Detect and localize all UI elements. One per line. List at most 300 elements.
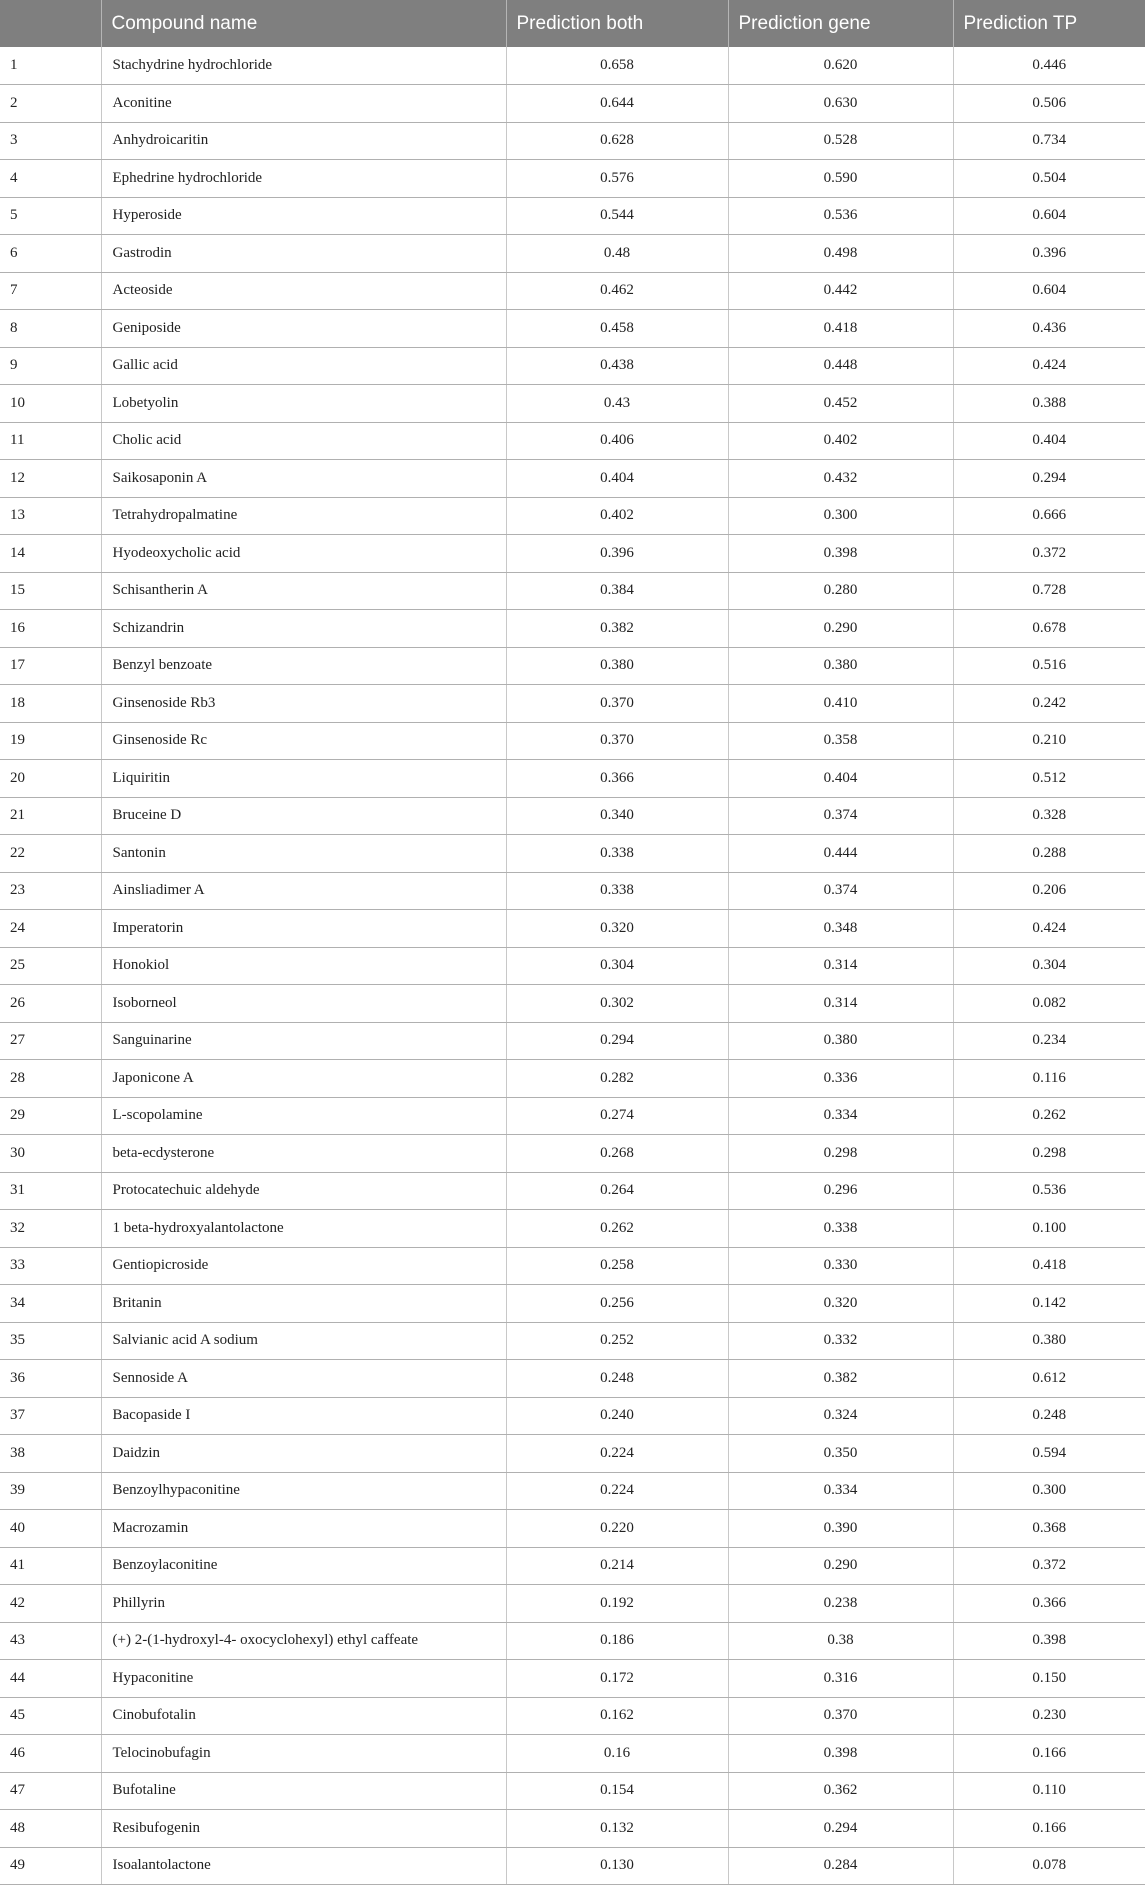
prediction-both-cell: 0.406 [506, 422, 728, 460]
compound-name-cell: Hyodeoxycholic acid [101, 535, 506, 573]
table-row [0, 1510, 1145, 1548]
row-index-cell: 7 [0, 272, 101, 310]
row-index-cell: 38 [0, 1435, 101, 1473]
header-prediction-both: Prediction both [506, 0, 728, 47]
row-index-cell: 14 [0, 535, 101, 573]
prediction-gene-cell: 0.390 [728, 1510, 953, 1548]
row-index-cell: 2 [0, 85, 101, 123]
row-index-cell: 15 [0, 572, 101, 610]
table-row [0, 122, 1145, 160]
prediction-gene-cell: 0.448 [728, 347, 953, 385]
compound-name-cell: Macrozamin [101, 1510, 506, 1548]
prediction-tp-cell: 0.418 [953, 1247, 1145, 1285]
prediction-gene-cell: 0.498 [728, 235, 953, 273]
row-index-cell: 31 [0, 1172, 101, 1210]
compound-name-cell: Gallic acid [101, 347, 506, 385]
prediction-both-cell: 0.162 [506, 1697, 728, 1735]
compound-name-cell: Acteoside [101, 272, 506, 310]
prediction-gene-cell: 0.370 [728, 1697, 953, 1735]
prediction-tp-cell: 0.230 [953, 1697, 1145, 1735]
prediction-gene-cell: 0.432 [728, 460, 953, 498]
row-index-cell: 35 [0, 1322, 101, 1360]
prediction-tp-cell: 0.366 [953, 1585, 1145, 1623]
prediction-both-cell: 0.404 [506, 460, 728, 498]
compound-name-cell: Benzyl benzoate [101, 647, 506, 685]
prediction-tp-cell: 0.536 [953, 1172, 1145, 1210]
row-index-cell: 21 [0, 797, 101, 835]
prediction-both-cell: 0.338 [506, 835, 728, 873]
prediction-gene-cell: 0.380 [728, 1022, 953, 1060]
prediction-tp-cell: 0.298 [953, 1135, 1145, 1173]
prediction-tp-cell: 0.078 [953, 1847, 1145, 1885]
table-row [0, 610, 1145, 648]
table-row [0, 1660, 1145, 1698]
prediction-both-cell: 0.16 [506, 1735, 728, 1773]
prediction-gene-cell: 0.410 [728, 685, 953, 723]
table-row [0, 1172, 1145, 1210]
compound-name-cell: Protocatechuic aldehyde [101, 1172, 506, 1210]
table-row [0, 347, 1145, 385]
prediction-tp-cell: 0.446 [953, 47, 1145, 85]
compound-name-cell: Gentiopicroside [101, 1247, 506, 1285]
row-index-cell: 23 [0, 872, 101, 910]
prediction-both-cell: 0.258 [506, 1247, 728, 1285]
prediction-both-cell: 0.262 [506, 1210, 728, 1248]
table-row [0, 1585, 1145, 1623]
prediction-tp-cell: 0.110 [953, 1772, 1145, 1810]
prediction-tp-cell: 0.678 [953, 610, 1145, 648]
row-index-cell: 5 [0, 197, 101, 235]
prediction-both-cell: 0.172 [506, 1660, 728, 1698]
prediction-both-cell: 0.264 [506, 1172, 728, 1210]
prediction-gene-cell: 0.320 [728, 1285, 953, 1323]
prediction-both-cell: 0.192 [506, 1585, 728, 1623]
prediction-tp-cell: 0.328 [953, 797, 1145, 835]
compound-name-cell: Benzoylhypaconitine [101, 1472, 506, 1510]
compound-name-cell: Daidzin [101, 1435, 506, 1473]
prediction-both-cell: 0.294 [506, 1022, 728, 1060]
table-row [0, 685, 1145, 723]
prediction-gene-cell: 0.280 [728, 572, 953, 610]
table-row [0, 1397, 1145, 1435]
prediction-gene-cell: 0.290 [728, 610, 953, 648]
prediction-tp-cell: 0.116 [953, 1060, 1145, 1098]
compound-name-cell: Benzoylaconitine [101, 1547, 506, 1585]
prediction-gene-cell: 0.314 [728, 947, 953, 985]
table-row [0, 497, 1145, 535]
compound-name-cell: Salvianic acid A sodium [101, 1322, 506, 1360]
prediction-both-cell: 0.132 [506, 1810, 728, 1848]
table-row [0, 1322, 1145, 1360]
prediction-gene-cell: 0.404 [728, 760, 953, 798]
prediction-both-cell: 0.320 [506, 910, 728, 948]
table-row [0, 385, 1145, 423]
prediction-gene-cell: 0.444 [728, 835, 953, 873]
prediction-tp-cell: 0.504 [953, 160, 1145, 198]
table-row [0, 235, 1145, 273]
row-index-cell: 17 [0, 647, 101, 685]
compound-name-cell: Cinobufotalin [101, 1697, 506, 1735]
row-index-cell: 26 [0, 985, 101, 1023]
table-row [0, 1210, 1145, 1248]
row-index-cell: 13 [0, 497, 101, 535]
compound-name-cell: Bufotaline [101, 1772, 506, 1810]
row-index-cell: 37 [0, 1397, 101, 1435]
prediction-tp-cell: 0.294 [953, 460, 1145, 498]
prediction-tp-cell: 0.396 [953, 235, 1145, 273]
compound-name-cell: Santonin [101, 835, 506, 873]
row-index-cell: 39 [0, 1472, 101, 1510]
header-index [0, 0, 101, 47]
table-row [0, 460, 1145, 498]
prediction-both-cell: 0.462 [506, 272, 728, 310]
prediction-tp-cell: 0.666 [953, 497, 1145, 535]
row-index-cell: 3 [0, 122, 101, 160]
prediction-tp-cell: 0.248 [953, 1397, 1145, 1435]
compound-name-cell: L-scopolamine [101, 1097, 506, 1135]
table-row [0, 272, 1145, 310]
table-row [0, 1360, 1145, 1398]
prediction-tp-cell: 0.398 [953, 1622, 1145, 1660]
compound-name-cell: Hypaconitine [101, 1660, 506, 1698]
prediction-tp-cell: 0.372 [953, 1547, 1145, 1585]
row-index-cell: 6 [0, 235, 101, 273]
prediction-both-cell: 0.380 [506, 647, 728, 685]
prediction-both-cell: 0.576 [506, 160, 728, 198]
table-row [0, 985, 1145, 1023]
prediction-tp-cell: 0.100 [953, 1210, 1145, 1248]
prediction-tp-cell: 0.166 [953, 1735, 1145, 1773]
prediction-both-cell: 0.274 [506, 1097, 728, 1135]
compound-name-cell: Schisantherin A [101, 572, 506, 610]
prediction-gene-cell: 0.238 [728, 1585, 953, 1623]
prediction-both-cell: 0.382 [506, 610, 728, 648]
prediction-both-cell: 0.366 [506, 760, 728, 798]
table-row [0, 197, 1145, 235]
row-index-cell: 11 [0, 422, 101, 460]
prediction-both-cell: 0.628 [506, 122, 728, 160]
compound-name-cell: 1 beta-hydroxyalantolactone [101, 1210, 506, 1248]
table-row [0, 1810, 1145, 1848]
prediction-tp-cell: 0.368 [953, 1510, 1145, 1548]
table-row [0, 797, 1145, 835]
table-row [0, 1622, 1145, 1660]
prediction-both-cell: 0.340 [506, 797, 728, 835]
prediction-tp-cell: 0.210 [953, 722, 1145, 760]
compound-name-cell: Resibufogenin [101, 1810, 506, 1848]
prediction-tp-cell: 0.262 [953, 1097, 1145, 1135]
compound-name-cell: (+) 2-(1-hydroxyl-4- oxocyclohexyl) ethyl caffeate [101, 1622, 506, 1660]
row-index-cell: 49 [0, 1847, 101, 1885]
row-index-cell: 44 [0, 1660, 101, 1698]
compound-name-cell: Japonicone A [101, 1060, 506, 1098]
compound-name-cell: Isoborneol [101, 985, 506, 1023]
row-index-cell: 9 [0, 347, 101, 385]
prediction-tp-cell: 0.166 [953, 1810, 1145, 1848]
prediction-both-cell: 0.458 [506, 310, 728, 348]
table-row [0, 872, 1145, 910]
prediction-gene-cell: 0.330 [728, 1247, 953, 1285]
prediction-both-cell: 0.302 [506, 985, 728, 1023]
prediction-both-cell: 0.402 [506, 497, 728, 535]
table-header [0, 0, 1145, 47]
header-compound-name: Compound name [101, 0, 506, 47]
table-row [0, 535, 1145, 573]
prediction-gene-cell: 0.298 [728, 1135, 953, 1173]
table-row [0, 910, 1145, 948]
row-index-cell: 25 [0, 947, 101, 985]
row-index-cell: 32 [0, 1210, 101, 1248]
compound-name-cell: Anhydroicaritin [101, 122, 506, 160]
table-row [0, 1247, 1145, 1285]
row-index-cell: 47 [0, 1772, 101, 1810]
prediction-tp-cell: 0.604 [953, 272, 1145, 310]
prediction-both-cell: 0.220 [506, 1510, 728, 1548]
prediction-both-cell: 0.544 [506, 197, 728, 235]
prediction-tp-cell: 0.304 [953, 947, 1145, 985]
table-row [0, 1285, 1145, 1323]
row-index-cell: 33 [0, 1247, 101, 1285]
prediction-both-cell: 0.154 [506, 1772, 728, 1810]
table-row [0, 1847, 1145, 1885]
prediction-tp-cell: 0.424 [953, 347, 1145, 385]
prediction-both-cell: 0.304 [506, 947, 728, 985]
prediction-tp-cell: 0.206 [953, 872, 1145, 910]
prediction-tp-cell: 0.242 [953, 685, 1145, 723]
compound-name-cell: Schizandrin [101, 610, 506, 648]
table-row [0, 722, 1145, 760]
prediction-tp-cell: 0.142 [953, 1285, 1145, 1323]
prediction-tp-cell: 0.728 [953, 572, 1145, 610]
table-row [0, 1697, 1145, 1735]
row-index-cell: 41 [0, 1547, 101, 1585]
prediction-gene-cell: 0.382 [728, 1360, 953, 1398]
prediction-both-cell: 0.130 [506, 1847, 728, 1885]
prediction-both-cell: 0.224 [506, 1435, 728, 1473]
row-index-cell: 34 [0, 1285, 101, 1323]
prediction-gene-cell: 0.332 [728, 1322, 953, 1360]
table-row [0, 1472, 1145, 1510]
prediction-both-cell: 0.224 [506, 1472, 728, 1510]
prediction-tp-cell: 0.300 [953, 1472, 1145, 1510]
row-index-cell: 43 [0, 1622, 101, 1660]
prediction-gene-cell: 0.536 [728, 197, 953, 235]
row-index-cell: 40 [0, 1510, 101, 1548]
row-index-cell: 24 [0, 910, 101, 948]
prediction-tp-cell: 0.612 [953, 1360, 1145, 1398]
compound-name-cell: Telocinobufagin [101, 1735, 506, 1773]
prediction-gene-cell: 0.590 [728, 160, 953, 198]
row-index-cell: 22 [0, 835, 101, 873]
prediction-tp-cell: 0.594 [953, 1435, 1145, 1473]
prediction-tp-cell: 0.380 [953, 1322, 1145, 1360]
prediction-gene-cell: 0.348 [728, 910, 953, 948]
prediction-both-cell: 0.384 [506, 572, 728, 610]
table-row [0, 760, 1145, 798]
prediction-both-cell: 0.186 [506, 1622, 728, 1660]
prediction-gene-cell: 0.324 [728, 1397, 953, 1435]
compound-name-cell: Geniposide [101, 310, 506, 348]
prediction-both-cell: 0.438 [506, 347, 728, 385]
prediction-both-cell: 0.43 [506, 385, 728, 423]
prediction-gene-cell: 0.398 [728, 535, 953, 573]
prediction-both-cell: 0.644 [506, 85, 728, 123]
prediction-tp-cell: 0.082 [953, 985, 1145, 1023]
prediction-tp-cell: 0.372 [953, 535, 1145, 573]
prediction-gene-cell: 0.374 [728, 872, 953, 910]
compound-name-cell: beta-ecdysterone [101, 1135, 506, 1173]
row-index-cell: 27 [0, 1022, 101, 1060]
table-row [0, 1060, 1145, 1098]
compound-name-cell: Imperatorin [101, 910, 506, 948]
prediction-gene-cell: 0.418 [728, 310, 953, 348]
row-index-cell: 36 [0, 1360, 101, 1398]
compound-name-cell: Liquiritin [101, 760, 506, 798]
prediction-both-cell: 0.658 [506, 47, 728, 85]
row-index-cell: 1 [0, 47, 101, 85]
prediction-tp-cell: 0.150 [953, 1660, 1145, 1698]
table-row [0, 160, 1145, 198]
prediction-gene-cell: 0.442 [728, 272, 953, 310]
row-index-cell: 30 [0, 1135, 101, 1173]
prediction-gene-cell: 0.300 [728, 497, 953, 535]
compound-name-cell: Saikosaponin A [101, 460, 506, 498]
prediction-gene-cell: 0.380 [728, 647, 953, 685]
prediction-gene-cell: 0.336 [728, 1060, 953, 1098]
row-index-cell: 8 [0, 310, 101, 348]
prediction-gene-cell: 0.452 [728, 385, 953, 423]
table-row [0, 947, 1145, 985]
compound-name-cell: Gastrodin [101, 235, 506, 273]
prediction-gene-cell: 0.284 [728, 1847, 953, 1885]
row-index-cell: 10 [0, 385, 101, 423]
header-row [0, 0, 1145, 47]
prediction-tp-cell: 0.604 [953, 197, 1145, 235]
prediction-tp-cell: 0.512 [953, 760, 1145, 798]
prediction-gene-cell: 0.296 [728, 1172, 953, 1210]
prediction-gene-cell: 0.630 [728, 85, 953, 123]
prediction-gene-cell: 0.316 [728, 1660, 953, 1698]
compound-name-cell: Sanguinarine [101, 1022, 506, 1060]
compound-name-cell: Sennoside A [101, 1360, 506, 1398]
prediction-both-cell: 0.370 [506, 722, 728, 760]
compound-name-cell: Lobetyolin [101, 385, 506, 423]
prediction-tp-cell: 0.424 [953, 910, 1145, 948]
prediction-both-cell: 0.252 [506, 1322, 728, 1360]
prediction-tp-cell: 0.436 [953, 310, 1145, 348]
header-prediction-tp: Prediction TP [963, 12, 1078, 34]
prediction-gene-cell: 0.294 [728, 1810, 953, 1848]
compound-name-cell: Bruceine D [101, 797, 506, 835]
prediction-gene-cell: 0.362 [728, 1772, 953, 1810]
prediction-both-cell: 0.256 [506, 1285, 728, 1323]
compound-name-cell: Honokiol [101, 947, 506, 985]
table-row [0, 422, 1145, 460]
row-index-cell: 18 [0, 685, 101, 723]
prediction-both-cell: 0.214 [506, 1547, 728, 1585]
row-index-cell: 42 [0, 1585, 101, 1623]
prediction-both-cell: 0.370 [506, 685, 728, 723]
compound-name-cell: Isoalantolactone [101, 1847, 506, 1885]
row-index-cell: 46 [0, 1735, 101, 1773]
prediction-tp-cell: 0.516 [953, 647, 1145, 685]
compound-name-cell: Britanin [101, 1285, 506, 1323]
row-index-cell: 29 [0, 1097, 101, 1135]
prediction-both-cell: 0.48 [506, 235, 728, 273]
prediction-gene-cell: 0.334 [728, 1097, 953, 1135]
prediction-tp-cell: 0.234 [953, 1022, 1145, 1060]
row-index-cell: 19 [0, 722, 101, 760]
compound-name-cell: Phillyrin [101, 1585, 506, 1623]
row-index-cell: 20 [0, 760, 101, 798]
compound-name-cell: Aconitine [101, 85, 506, 123]
prediction-gene-cell: 0.290 [728, 1547, 953, 1585]
compound-name-cell: Cholic acid [101, 422, 506, 460]
prediction-tp-cell: 0.734 [953, 122, 1145, 160]
prediction-gene-cell: 0.528 [728, 122, 953, 160]
prediction-tp-cell: 0.506 [953, 85, 1145, 123]
compound-name-cell: Ginsenoside Rb3 [101, 685, 506, 723]
table-row [0, 1435, 1145, 1473]
row-index-cell: 16 [0, 610, 101, 648]
table-body [0, 47, 1145, 1885]
prediction-both-cell: 0.338 [506, 872, 728, 910]
compound-name-cell: Tetrahydropalmatine [101, 497, 506, 535]
compound-name-cell: Ginsenoside Rc [101, 722, 506, 760]
prediction-both-cell: 0.396 [506, 535, 728, 573]
table-row [0, 1135, 1145, 1173]
row-index-cell: 12 [0, 460, 101, 498]
prediction-gene-cell: 0.620 [728, 47, 953, 85]
table-row [0, 835, 1145, 873]
table-row [0, 85, 1145, 123]
row-index-cell: 4 [0, 160, 101, 198]
prediction-both-cell: 0.268 [506, 1135, 728, 1173]
prediction-both-cell: 0.282 [506, 1060, 728, 1098]
prediction-tp-cell: 0.388 [953, 385, 1145, 423]
prediction-gene-cell: 0.314 [728, 985, 953, 1023]
row-index-cell: 48 [0, 1810, 101, 1848]
compound-name-cell: Stachydrine hydrochloride [101, 47, 506, 85]
table-row [0, 310, 1145, 348]
compound-name-cell: Ainsliadimer A [101, 872, 506, 910]
compound-name-cell: Hyperoside [101, 197, 506, 235]
table-row [0, 1772, 1145, 1810]
compound-name-cell: Bacopaside I [101, 1397, 506, 1435]
table-row [0, 572, 1145, 610]
table-row [0, 47, 1145, 85]
table-row [0, 1097, 1145, 1135]
prediction-gene-cell: 0.38 [728, 1622, 953, 1660]
prediction-gene-cell: 0.358 [728, 722, 953, 760]
compound-name-cell: Ephedrine hydrochloride [101, 160, 506, 198]
header-prediction-gene: Prediction gene [728, 0, 953, 47]
prediction-gene-cell: 0.334 [728, 1472, 953, 1510]
prediction-both-cell: 0.240 [506, 1397, 728, 1435]
table-row [0, 1735, 1145, 1773]
prediction-gene-cell: 0.350 [728, 1435, 953, 1473]
prediction-tp-cell: 0.404 [953, 422, 1145, 460]
table-row [0, 1022, 1145, 1060]
prediction-tp-cell: 0.288 [953, 835, 1145, 873]
prediction-gene-cell: 0.338 [728, 1210, 953, 1248]
row-index-cell: 45 [0, 1697, 101, 1735]
prediction-gene-cell: 0.402 [728, 422, 953, 460]
prediction-gene-cell: 0.374 [728, 797, 953, 835]
row-index-cell: 28 [0, 1060, 101, 1098]
prediction-both-cell: 0.248 [506, 1360, 728, 1398]
table-row [0, 1547, 1145, 1585]
